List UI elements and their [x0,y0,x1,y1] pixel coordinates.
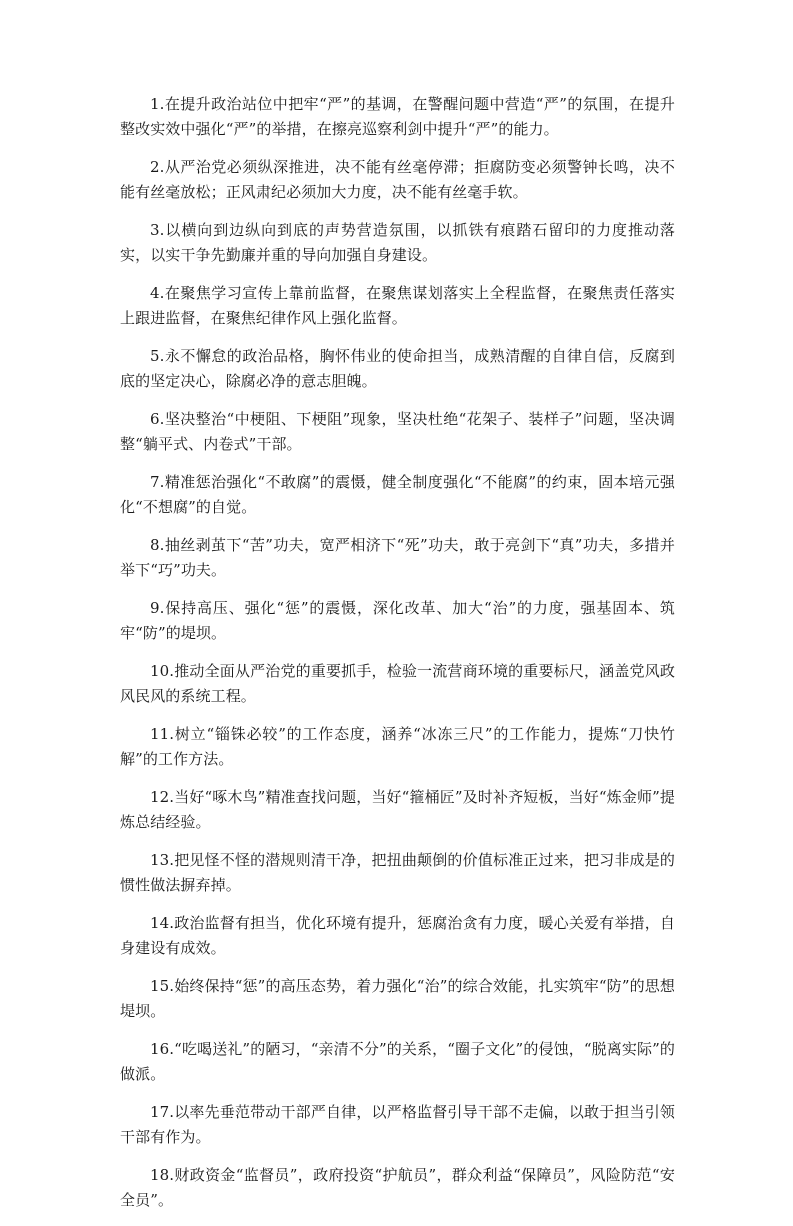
list-item: 3.以横向到边纵向到底的声势营造氛围，以抓铁有痕踏石留印的力度推动落实，以实干争先勤廉并重的导向加强自身建设。 [120,221,675,264]
list-item: 6.坚决整治“中梗阻、下梗阻”现象，坚决杜绝“花架子、装样子”问题，坚决调整“躺平式、内卷式”干部。 [120,410,675,453]
list-item: 7.精准惩治强化“不敢腐”的震慑，健全制度强化“不能腐”的约束，固本培元强化“不想腐”的自觉。 [120,473,675,516]
list-item: 4.在聚焦学习宣传上靠前监督，在聚焦谋划落实上全程监督，在聚焦责任落实上跟进监督，在聚焦纪律作风上强化监督。 [120,284,675,327]
list-item: 5.永不懈怠的政治品格，胸怀伟业的使命担当，成熟清醒的自律自信，反腐到底的坚定决心，除腐必净的意志胆魄。 [120,347,675,390]
list-item: 18.财政资金“监督员”，政府投资“护航员”，群众利益“保障员”，风险防范“安全员”。 [120,1166,675,1209]
list-item: 15.始终保持“惩”的高压态势，着力强化“治”的综合效能，扎实筑牢“防”的思想堤坝。 [120,977,675,1020]
list-item: 10.推动全面从严治党的重要抓手，检验一流营商环境的重要标尺，涵盖党风政风民风的系统工程。 [120,662,675,705]
list-item: 1.在提升政治站位中把牢“严”的基调，在警醒问题中营造“严”的氛围，在提升整改实效中强化“严”的举措，在擦亮巡察利剑中提升“严”的能力。 [120,95,675,138]
list-item: 16.“吃喝送礼”的陋习，“亲清不分”的关系，“圈子文化”的侵蚀，“脱离实际”的做派。 [120,1040,675,1083]
list-item: 13.把见怪不怪的潜规则清干净，把扭曲颠倒的价值标准正过来，把习非成是的惯性做法摒弃掉。 [120,851,675,894]
document-body [120,92,675,1226]
list-item: 2.从严治党必须纵深推进，决不能有丝毫停滞；拒腐防变必须警钟长鸣，决不能有丝毫放松；正风肃纪必须加大力度，决不能有丝毫手软。 [120,158,675,201]
list-item: 12.当好“啄木鸟”精准查找问题，当好“箍桶匠”及时补齐短板，当好“炼金师”提炼总结经验。 [120,788,675,831]
list-item: 14.政治监督有担当，优化环境有提升，惩腐治贪有力度，暖心关爱有举措，自身建设有成效。 [120,914,675,957]
list-item: 11.树立“锱铢必较”的工作态度，涵养“冰冻三尺”的工作能力，提炼“刀快竹解”的工作方法。 [120,725,675,768]
list-item: 17.以率先垂范带动干部严自律，以严格监督引导干部不走偏，以敢于担当引领干部有作为。 [120,1103,675,1146]
list-item: 9.保持高压、强化“惩”的震慑，深化改革、加大“治”的力度，强基固本、筑牢“防”的堤坝。 [120,599,675,642]
list-item: 8.抽丝剥茧下“苦”功夫，宽严相济下“死”功夫，敢于亮剑下“真”功夫，多措并举下“巧”功夫。 [120,536,675,579]
